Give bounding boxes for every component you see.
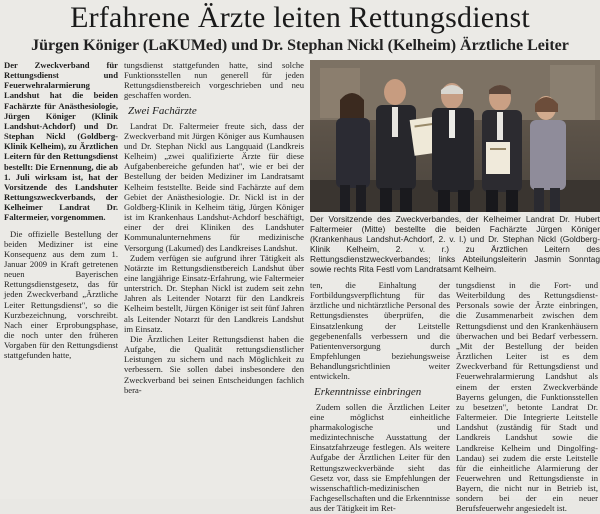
photo-caption: Der Vorsitzende des Zweckverbandes, der Kelheimer Landrat Dr. Hubert Faltermeier (Mitte) bestellte die beiden Fachärzte Jürgen Königer (Krankenhaus Landshut-Achdorf, 2. v. l.) und Dr. Stephan Nickl (Goldberg-Klinik Kelheim, 2. v. r.) zu Ärztlichen Leitern des Rettungsdienstzweckverbandes; links Abteilungsleiterin Jasmin Sonntag sowie rechts Rita Festl vom Landratsamt Kelheim.: [310, 214, 600, 274]
body-paragraph: Die offizielle Bestellung der beiden Mediziner ist eine Konsequenz aus dem zum 1. Januar 2009 in Kraft getretenen neuen Bayerischen Rettungsdienstgesetz, das für jeden Zweckverband „Ärztliche Leiter Rettungsdienst", so die Kurzbezeichnung, vorschreibt. Nach einer Erprobungsphase, die noch unter den früheren Vorgaben für den Rettungsdienst stattgefunden hatte,: [4, 228, 118, 361]
group-photo: [310, 60, 600, 212]
column-3: [310, 280, 450, 514]
certificate-2: [486, 142, 510, 174]
body-paragraph: Die Ärztlichen Leiter Rettungsdienst haben die Aufgabe, die Qualität rettungsdienstlicher Leistungen zu sichern und nach Möglichkeit zu verbessern. Sie sollen dabei insbesondere den Zweckverband bei seinen Entscheidungen fachlich bera-: [124, 333, 304, 395]
body-paragraph: Landrat Dr. Faltermeier freute sich, dass der Zweckverband mit Jürgen Königer aus Kumhausen und Dr. Stephan Nickl aus Langquaid (Landkreis Kelheim) „zwei qualifizierte Ärzte für diese Aufgabenbereiche gefunden hat", wie er bei der Bestellung der beiden Mediziner im Landratsamt Kelheim feststellte. Beide sind Fachärzte auf dem Gebiet der Anästhesiologie. Dr. Nickl ist in der Goldberg-Klinik in Kelheim tätig, Jürgen Königer ist im Krankenhaus Landshut-Achdorf beschäftigt, einer der drei Kliniken des Landshuter Kommunalunternehmens für medizinische Versorgung (Lakumed) des Landkreises Landshut.: [124, 120, 304, 253]
body-paragraph: ten, die Einhaltung der Fortbildungsverpflichtung für das ärztliche und nichtärztliche Personal des Rettungsdienstes überprüfen, die Einsatzlenkung der Leitstelle gegebenenfalls verbessern und die Patientenversorgung durch Empfehlungen beziehungsweise Behandlungsrichtlinien weiter entwickeln.: [310, 280, 450, 382]
section-heading: Erkenntnisse einbringen: [314, 385, 422, 398]
headline: Erfahrene Ärzte leiten Rettungsdienst: [70, 1, 530, 34]
body-paragraph: tungsdienst in die Fort- und Weiterbildung des Rettungsdienst-Personals sowie der Ärzte einbringen, die Zusammenarbeit zwischen dem Rettungsdienst und den Krankenhäusern überwachen und bei Bedarf verbessern. „Mit der Bestellung der beiden Ärztlichen Leiter ist es dem Zweckverband für Rettungsdienst und Feuerwehralarmierung Landshut als einem der ersten Zweckverbände Bayerns gelungen, die Funktionsstellen zu besetzen", betonte Landrat Dr. Faltermeier. Die Integrierte Leitstelle Landshut (zuständig für Stadt und Landkreis Landshut sowie die Landkreise Kelheim und Dingolfing-Landau) sei zudem die erste Leitstelle für die einheitliche Alarmierung der Feuerwehren und Rettungsdienste in Bayern, die nicht nur in Betrieb ist, sondern bei der ein neuer Berufsfeuerwehr angesiedelt ist.: [456, 280, 598, 514]
body-paragraph: Zudem verfügen sie aufgrund ihrer Tätigkeit als Notärzte im Rettungsdienstbereich Landshut über eine langjährige Einsatz-Erfahrung, wie Faltermeier unterstrich. Dr. Stephan Nickl ist zudem seit zehn Jahren als Leitender Notarzt für den Landkreis Kelheim bestellt, Jürgen Königer ist seit fünf Jahren als Leitender Notarzt für den Landkreis Landshut im Einsatz.: [124, 252, 304, 334]
body-paragraph: Zudem sollen die Ärztlichen Leiter eine möglichst einheitliche pharmakologische und medizintechnische Ausstattung der Einsatzfahrzeuge festlegen. Als weitere Aufgabe der Ärztlichen Leiter für den Rettungszweckverbände sieht das Gesetz vor, dass sie Empfehlungen der wissenschaftlich-medizinischen Fachgesellschaften und die Erkenntnisse aus der Tätigkeit im Ret-: [310, 401, 450, 514]
column-4: [456, 280, 598, 514]
subheadline: Jürgen Königer (LaKUMed) und Dr. Stephan Nickl (Kelheim) Ärztliche Leiter: [31, 37, 569, 54]
column-2: [124, 60, 304, 498]
section-heading: Zwei Fachärzte: [128, 104, 197, 117]
group-photo-image: [310, 60, 600, 212]
column-1: [4, 60, 118, 498]
lead-paragraph: Der Zweckverband für Rettungsdienst und Feuerwehralarmierung Landshut hat die beiden Fachärzte für Anästhesiologie, Jürgen Königer (Klinik Landshut-Achdorf) und Dr. Stephan Nickl (Goldberg-Klinik Kelheim), zu Ärztlichen Leitern für den Rettungsdienst bestellt: Die Ernennung, die ab 1. Juli wirksam ist, hat der Vorsitzende des Landshuter Rettungszweckverbands, der Kelheimer Landrat Dr. Faltermeier, vorgenommen.: [4, 60, 118, 223]
body-paragraph: tungsdienst stattgefunden hatte, sind solche Funktionsstellen nun generell für jeden Rettungsdienstbereich vorgeschrieben und neu geschaffen worden.: [124, 60, 304, 101]
